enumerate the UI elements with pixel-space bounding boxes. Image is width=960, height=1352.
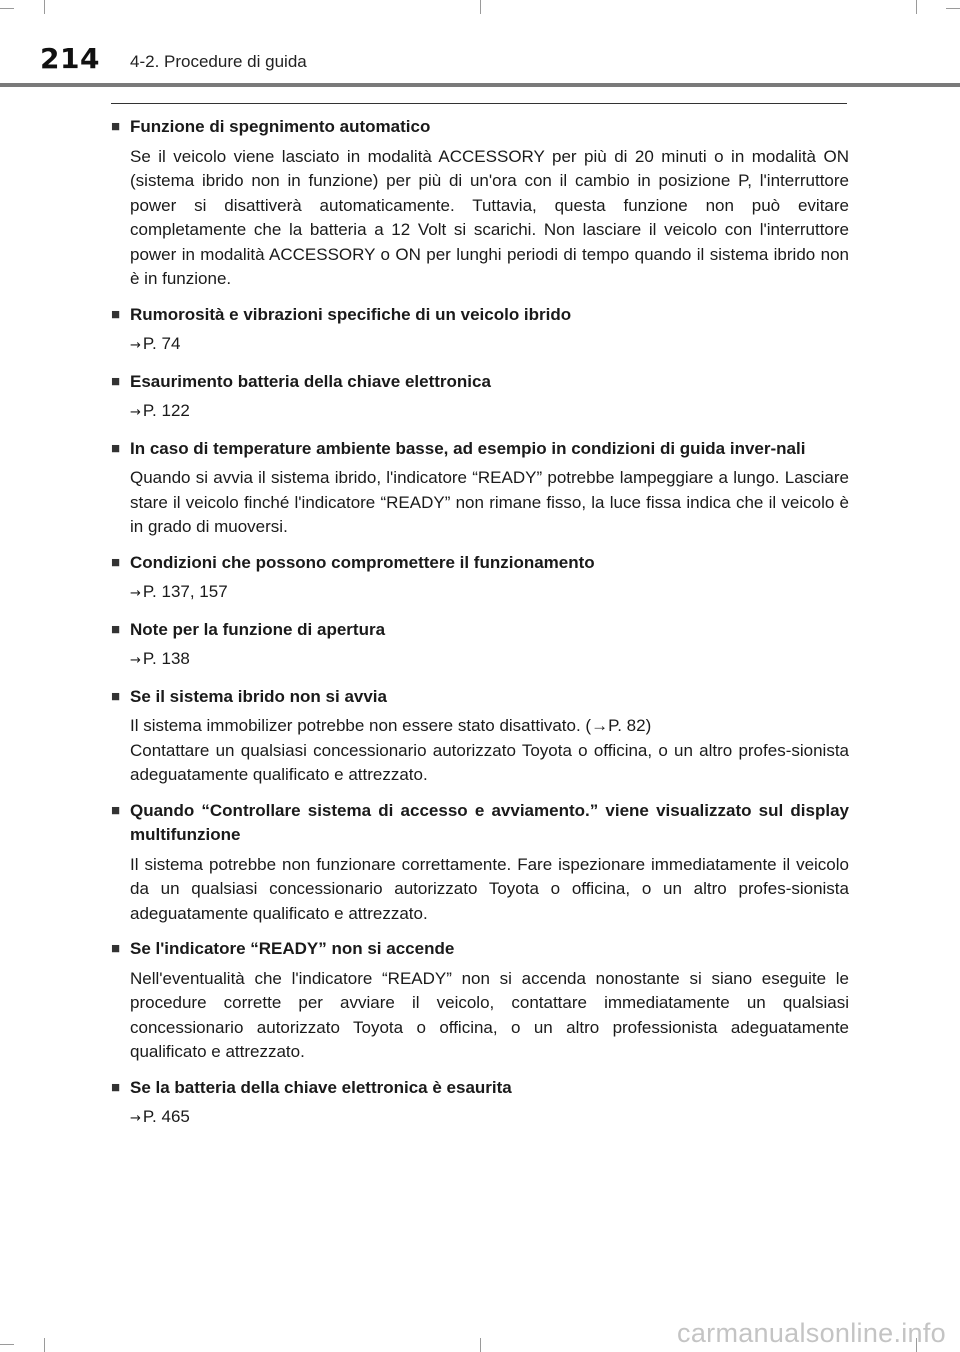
note-section <box>111 551 849 607</box>
right-arrow-icon: → <box>130 653 141 668</box>
page-reference[interactable] <box>111 647 849 674</box>
header-bar <box>0 83 960 87</box>
section-heading <box>111 437 849 462</box>
square-bullet-icon: ■ <box>111 305 121 323</box>
square-bullet-icon: ■ <box>111 372 121 390</box>
paragraph: Il sistema potrebbe non funzionare correttamente. Fare ispezionare immediatamente il veicolo da un qualsiasi concessionario autorizzato Toyota o officina, o un altro profes-sionista adeguatamente qualificato e attrezzato. <box>130 854 849 923</box>
section-body <box>111 714 849 788</box>
note-section <box>111 685 849 788</box>
chapter-title: 4-2. Procedure di guida <box>130 52 307 71</box>
note-section <box>111 618 849 674</box>
page-content <box>111 115 849 1143</box>
section-title: Funzione di spegnimento automatico <box>130 117 431 136</box>
note-section <box>111 115 849 292</box>
section-heading <box>111 370 849 395</box>
right-arrow-icon: → <box>130 405 141 420</box>
page-reference[interactable] <box>111 332 849 359</box>
section-heading <box>111 303 849 328</box>
section-heading <box>111 115 849 140</box>
section-body <box>111 853 849 927</box>
section-rule <box>111 103 847 104</box>
page-reference[interactable] <box>111 1105 849 1132</box>
square-bullet-icon: ■ <box>111 439 121 457</box>
section-heading <box>111 1076 849 1101</box>
right-arrow-icon: → <box>130 1111 141 1126</box>
crop-mark <box>0 1344 14 1345</box>
reference-text: P. 465 <box>142 1107 190 1126</box>
crop-mark <box>916 0 917 14</box>
crop-mark <box>44 0 45 14</box>
square-bullet-icon: ■ <box>111 687 121 705</box>
square-bullet-icon: ■ <box>111 801 121 819</box>
square-bullet-icon: ■ <box>111 553 121 571</box>
note-section <box>111 303 849 359</box>
section-heading <box>111 551 849 576</box>
note-section <box>111 799 849 927</box>
section-title: In caso di temperature ambiente basse, ad esempio in condizioni di guida inver-nali <box>130 438 806 458</box>
section-title: Esaurimento batteria della chiave elettronica <box>130 371 491 391</box>
note-section <box>111 1076 849 1132</box>
page-number: 214 <box>40 42 100 75</box>
section-title: Note per la funzione di apertura <box>130 619 386 639</box>
section-body <box>111 967 849 1065</box>
watermark: carmanualsonline.info <box>677 1318 946 1348</box>
section-heading <box>111 685 849 710</box>
square-bullet-icon: ■ <box>111 940 121 957</box>
crop-mark <box>480 1338 481 1352</box>
section-body <box>111 145 849 292</box>
right-arrow-icon: → <box>130 586 141 601</box>
square-bullet-icon: ■ <box>111 620 121 638</box>
section-body <box>111 466 849 540</box>
section-title: Se la batteria della chiave elettronica è esaurita <box>130 1077 512 1097</box>
note-section <box>111 437 849 540</box>
reference-text: P. 122 <box>142 401 190 420</box>
paragraph: Quando si avvia il sistema ibrido, l'indicatore “READY” potrebbe lampeggiare a lungo. Lasciare stare il veicolo finché l'indicatore “READY” non rimane fisso, la luce fissa indica che il veicolo è in grado di muoversi. <box>130 468 849 536</box>
right-arrow-icon: → <box>130 338 141 353</box>
crop-mark <box>44 1338 45 1352</box>
crop-mark <box>480 0 481 14</box>
page-reference[interactable] <box>111 399 849 426</box>
section-title: Se l'indicatore “READY” non si accende <box>130 939 455 958</box>
square-bullet-icon: ■ <box>111 1078 121 1096</box>
section-title: Condizioni che possono compromettere il funzionamento <box>130 552 595 572</box>
reference-text: P. 138 <box>142 649 190 668</box>
paragraph: Contattare un qualsiasi concessionario autorizzato Toyota o officina, o un altro profes-sionista adeguatamente qualificato e attrezzato. <box>130 740 849 784</box>
reference-text: P. 74 <box>142 334 181 353</box>
section-title: Rumorosità e vibrazioni specifiche di un veicolo ibrido <box>130 304 572 324</box>
square-bullet-icon: ■ <box>111 118 121 135</box>
reference-text: P. 137, 157 <box>142 582 228 601</box>
page-reference[interactable] <box>111 580 849 607</box>
paragraph: Se il veicolo viene lasciato in modalità ACCESSORY per più di 20 minuti o in modalità ON (sistema ibrido non in funzione) per più di un'ora con il cambio in posizione P, l'interruttore power si disattiverà automaticamente. Tuttavia, questa funzione non può evitare completamente che la batteria a 12 Volt si scarichi. Non lasciare il veicolo con l'interruttore power in modalità ACCESSORY o ON per lunghi periodi di tempo quando il sistema ibrido non è in funzione. <box>130 146 849 288</box>
section-title: Quando “Controllare sistema di accesso e avviamento.” viene visualizzato sul display multifunzione <box>130 800 849 844</box>
section-heading <box>111 799 849 848</box>
crop-mark <box>0 8 14 9</box>
note-section <box>111 370 849 426</box>
section-title: Se il sistema ibrido non si avvia <box>130 686 387 706</box>
note-section <box>111 937 849 1065</box>
paragraph: Nell'eventualità che l'indicatore “READY” non si accenda nonostante si siano eseguite le procedure corrette per avviare il veicolo, contattare immediatamente un qualsiasi concessionario autorizzato Toyota o officina, o un altro professionista adeguatamente qualificato e attrezzato. <box>130 968 849 1061</box>
section-heading <box>111 937 849 962</box>
page-header <box>0 40 960 86</box>
section-heading <box>111 618 849 643</box>
paragraph: Il sistema immobilizer potrebbe non essere stato disattivato. (→P. 82) <box>130 716 652 735</box>
crop-mark <box>946 8 960 9</box>
